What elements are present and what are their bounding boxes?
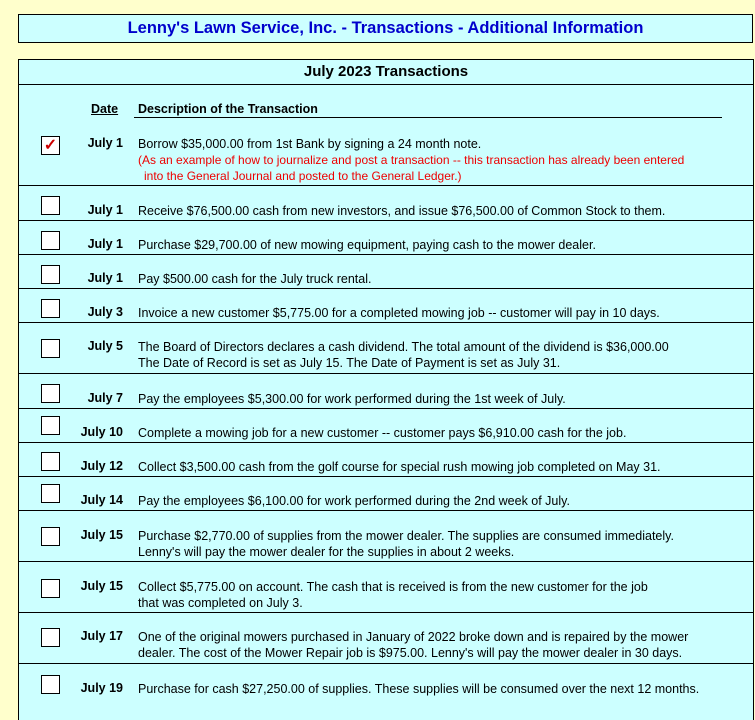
transaction-row (19, 374, 753, 409)
panel-header: July 2023 Transactions (19, 60, 753, 85)
transaction-row (19, 122, 753, 186)
transaction-description: Collect $3,500.00 cash from the golf course for special rush mowing job completed on May 31. (138, 460, 661, 474)
transaction-description: Invoice a new customer $5,775.00 for a completed mowing job -- customer will pay in 10 days. (138, 306, 660, 320)
transaction-description: Pay the employees $6,100.00 for work performed during the 2nd week of July. (138, 494, 570, 508)
transaction-checkbox[interactable] (41, 416, 60, 435)
transaction-date: July 17 (80, 629, 123, 643)
transaction-row (19, 323, 753, 374)
transaction-row (19, 409, 753, 443)
heading-underline (134, 117, 722, 118)
transaction-row (19, 511, 753, 562)
description-line: that was completed on July 3. (138, 596, 303, 610)
transaction-description (138, 579, 738, 611)
transaction-checkbox[interactable] (41, 527, 60, 546)
description-line: Lenny's will pay the mower dealer for the supplies in about 2 weeks. (138, 545, 515, 559)
transaction-date: July 3 (87, 305, 123, 319)
description-line: One of the original mowers purchased in January of 2022 broke down and is repaired by the mower (138, 630, 689, 644)
transaction-date: July 19 (80, 681, 123, 695)
transaction-checkbox[interactable] (41, 579, 60, 598)
transaction-description: Receive $76,500.00 cash from new investors, and issue $76,500.00 of Common Stock to them. (138, 204, 666, 218)
checkmark-icon: ✓ (43, 137, 58, 154)
transaction-date: July 1 (87, 203, 123, 217)
transaction-row (19, 221, 753, 255)
transaction-description (138, 136, 738, 184)
transaction-checkbox[interactable] (41, 299, 60, 318)
transaction-checkbox[interactable] (41, 384, 60, 403)
transaction-date: July 10 (80, 425, 123, 439)
transaction-checkbox[interactable] (41, 339, 60, 358)
transaction-date: July 5 (87, 339, 123, 353)
description-line: dealer. The cost of the Mower Repair job is $975.00. Lenny's will pay the mower dealer in 30 days. (138, 646, 683, 660)
transaction-checkbox[interactable] (41, 484, 60, 503)
description-heading: Description of the Transaction (138, 102, 318, 116)
transaction-row (19, 562, 753, 613)
transaction-row (19, 186, 753, 221)
transaction-description: Complete a mowing job for a new customer -- customer pays $6,910.00 cash for the job. (138, 426, 627, 440)
transaction-row (19, 664, 753, 704)
transaction-description: Purchase $29,700.00 of new mowing equipment, paying cash to the mower dealer. (138, 238, 596, 252)
transaction-checkbox[interactable] (41, 675, 60, 694)
transaction-date: July 7 (87, 391, 123, 405)
page-title (18, 14, 753, 43)
example-note-line: (As an example of how to journalize and post a transaction -- this transaction has already been entered (138, 153, 685, 167)
transaction-date: July 1 (87, 237, 123, 251)
transaction-date: July 15 (80, 579, 123, 593)
transaction-date: July 15 (80, 528, 123, 542)
transaction-checkbox[interactable] (41, 231, 60, 250)
transaction-row (19, 613, 753, 664)
transaction-checkbox[interactable] (41, 265, 60, 284)
transaction-checkbox[interactable] (41, 196, 60, 215)
page-title-text: Lenny's Lawn Service, Inc. - Transactions - Additional Information (127, 19, 644, 37)
transaction-row (19, 289, 753, 323)
transaction-date: July 1 (87, 136, 123, 150)
transaction-row (19, 255, 753, 289)
transaction-row (19, 443, 753, 477)
description-line: Purchase $2,770.00 of supplies from the mower dealer. The supplies are consumed immediately. (138, 529, 674, 543)
transactions-panel (18, 59, 754, 720)
transaction-description: Purchase for cash $27,250.00 of supplies. These supplies will be consumed over the next 12 months. (138, 682, 700, 696)
transaction-checkbox[interactable] (41, 136, 60, 155)
description-line: Borrow $35,000.00 from 1st Bank by signing a 24 month note. (138, 137, 482, 151)
transaction-description: Pay the employees $5,300.00 for work performed during the 1st week of July. (138, 392, 566, 406)
transaction-checkbox[interactable] (41, 628, 60, 647)
date-heading: Date (91, 102, 119, 116)
transaction-description (138, 629, 738, 661)
description-line: Collect $5,775.00 on account. The cash that is received is from the new customer for the job (138, 580, 648, 594)
transaction-description: Pay $500.00 cash for the July truck rental. (138, 272, 372, 286)
transaction-checkbox[interactable] (41, 452, 60, 471)
transaction-description (138, 528, 738, 560)
transaction-date: July 1 (87, 271, 123, 285)
description-line: The Date of Record is set as July 15. The Date of Payment is set as July 31. (138, 356, 561, 370)
transaction-date: July 12 (80, 459, 123, 473)
example-note-line: into the General Journal and posted to the General Ledger.) (144, 169, 462, 183)
transaction-date: July 14 (80, 493, 123, 507)
transaction-row (19, 477, 753, 511)
transaction-description (138, 339, 738, 371)
description-line: The Board of Directors declares a cash dividend. The total amount of the dividend is $36,000.00 (138, 340, 669, 354)
